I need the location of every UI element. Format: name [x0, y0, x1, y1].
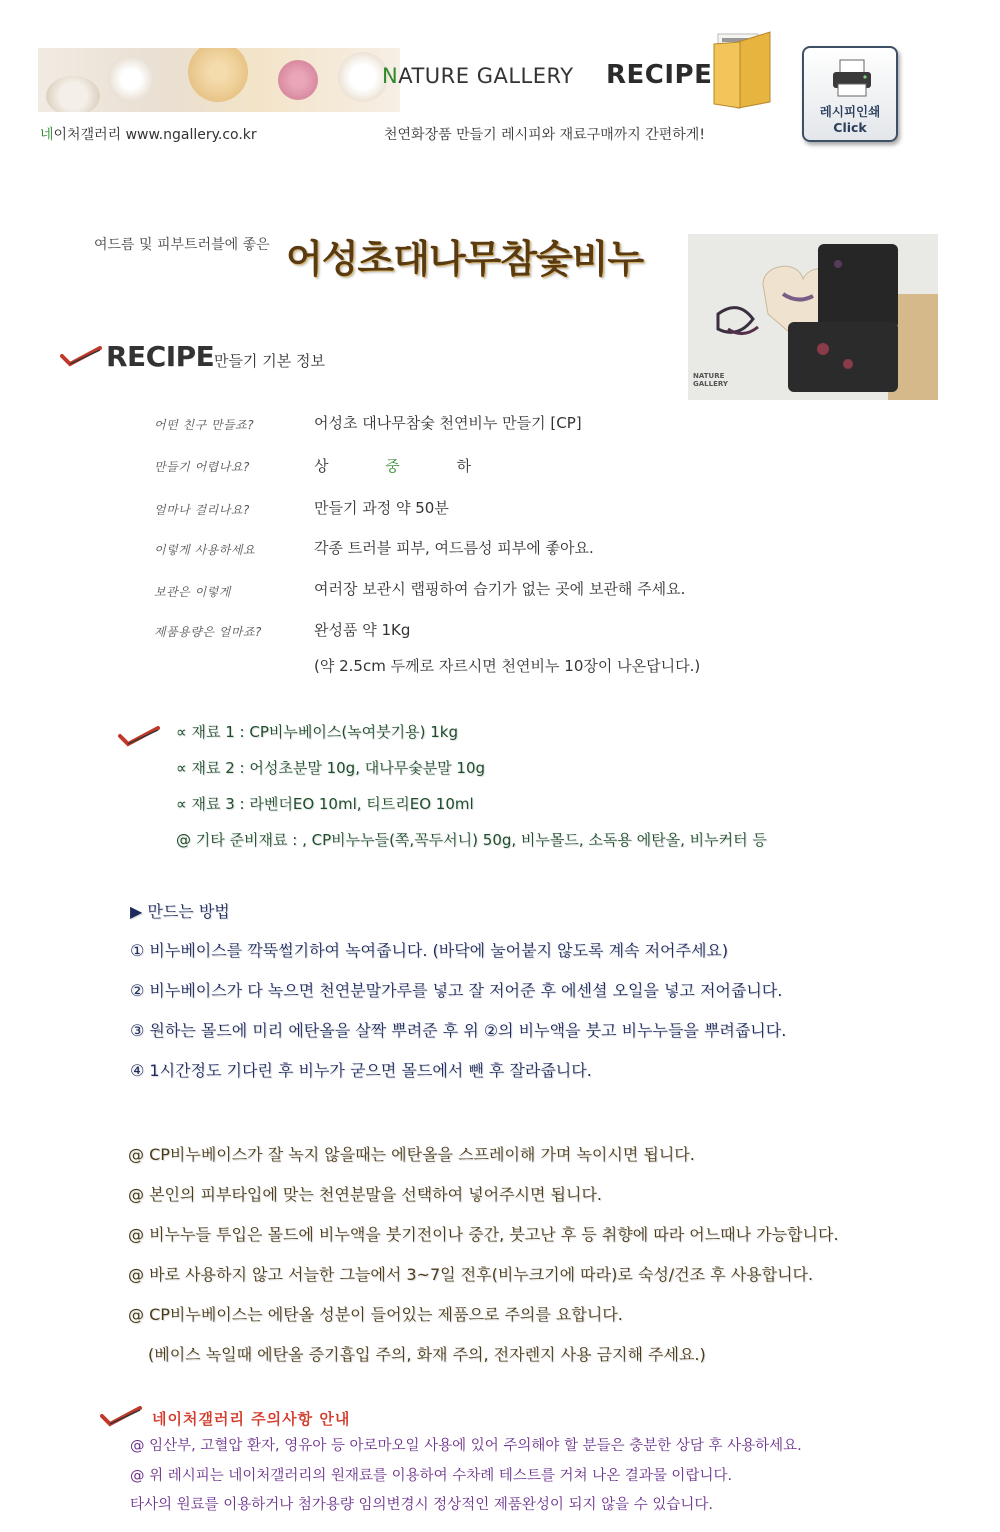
answer-storage: 여러장 보관시 랩핑하여 습기가 없는 곳에 보관해 주세요.	[314, 580, 686, 598]
material-other: @ 기타 준비재료 : , CP비누누들(쪽,꼭두서니) 50g, 비누몰드, 소독용 에탄올, 비누커터 등	[176, 831, 767, 849]
method-heading: ▶ 만드는 방법	[130, 902, 230, 921]
method-step-3: ③ 원하는 몰드에 미리 에탄올을 살짝 뿌려준 후 위 ②의 비누액을 붓고 비누누들을 뿌려줍니다.	[130, 1021, 787, 1040]
brand-rest: ATURE GALLERY	[398, 64, 574, 88]
print-button-label	[804, 104, 896, 136]
notice-heading: 네이처갤러리 주의사항 안내	[152, 1410, 351, 1428]
recipe-subtitle: 여드름 및 피부트러블에 좋은	[94, 237, 270, 253]
notice-line-1: @ 임산부, 고혈압 환자, 영유아 등 아로마오일 사용에 있어 주의해야 할 분들은 충분한 상담 후 사용하세요.	[130, 1438, 802, 1454]
tip-5-note: (베이스 녹일때 에탄올 증기흡입 주의, 화재 주의, 전자렌지 사용 금지해 주세요.)	[148, 1345, 706, 1364]
method-step-4: ④ 1시간정도 기다린 후 비누가 굳으면 몰드에서 뺀 후 잘라줍니다.	[130, 1061, 592, 1080]
tip-4: @ 바로 사용하지 않고 서늘한 그늘에서 3~7일 전후(비누크기에 따라)로 숙성/건조 후 사용합니다.	[128, 1265, 814, 1284]
brand-initial: N	[382, 64, 399, 88]
material-3: ∝ 재료 3 : 라벤더EO 10ml, 티트리EO 10ml	[176, 795, 474, 813]
recipe-title: 어성초대나무참숯비누	[286, 237, 644, 281]
product-photo	[688, 234, 938, 400]
checkmark-icon	[118, 726, 160, 748]
tip-3: @ 비누누들 투입은 몰드에 비누액을 붓기전이나 중간, 붓고난 후 등 취향에 따라 어느때나 가능합니다.	[128, 1225, 839, 1244]
brand-name	[382, 64, 574, 88]
method-step-2: ② 비누베이스가 다 녹으면 천연분말가루를 넣고 잘 저어준 후 에센셜 오일을 넣고 저어줍니다.	[130, 981, 783, 1000]
question-time: 얼마나 걸리나요?	[154, 503, 250, 517]
site-address	[40, 124, 257, 144]
notice-line-3: 타사의 원료를 이용하거나 첨가용량 임의변경시 정상적인 제품완성이 되지 않을 수 있습니다.	[130, 1497, 713, 1513]
print-button-line2: Click	[833, 120, 867, 135]
answer-what: 어성초 대나무참숯 천연비누 만들기 [CP]	[314, 414, 582, 432]
tip-2: @ 본인의 피부타입에 맞는 천연분말을 선택하여 넣어주시면 됩니다.	[128, 1185, 603, 1204]
material-2: ∝ 재료 2 : 어성초분말 10g, 대나무숯분말 10g	[176, 759, 486, 777]
difficulty-levels	[314, 455, 471, 476]
question-what: 어떤 친구 만들죠?	[154, 418, 255, 432]
question-yield: 제품용량은 얼마죠?	[154, 625, 262, 639]
notice-line-2: @ 위 레시피는 네이처갤러리의 원재료를 이용하여 수차례 테스트를 거쳐 나온 결과물 이랍니다.	[130, 1468, 733, 1484]
print-recipe-button[interactable]	[802, 46, 898, 142]
tagline: 천연화장품 만들기 레시피와 재료구매까지 간편하게!	[384, 127, 705, 143]
header-banner-image	[38, 48, 400, 112]
checkmark-icon	[100, 1406, 142, 1428]
brand-recipe-label: RECIPE	[606, 60, 713, 90]
tip-1: @ CP비누베이스가 잘 녹지 않을때는 에탄올을 스프레이해 가며 녹이시면 됩니다.	[128, 1145, 695, 1164]
answer-yield: 완성품 약 1Kg	[314, 621, 411, 639]
photo-watermark-line2: GALLERY	[693, 380, 728, 388]
method-step-1: ① 비누베이스를 깍뚝썰기하여 녹여줍니다. (바닥에 눌어붙지 않도록 계속 저어주세요)	[130, 941, 729, 960]
answer-yield-note: (약 2.5cm 두께로 자르시면 천연비누 10장이 나온답니다.)	[314, 657, 701, 675]
photo-watermark-line1: NATURE	[693, 372, 725, 380]
question-storage: 보관은 이렇게	[154, 585, 231, 599]
material-1: ∝ 재료 1 : CP비누베이스(녹여붓기용) 1kg	[176, 723, 459, 741]
checkmark-icon	[60, 346, 102, 368]
difficulty-medium: 중	[385, 457, 400, 475]
question-usage: 이렇게 사용하세요	[154, 543, 256, 557]
recipe-subheading: 만들기 기본 정보	[214, 352, 325, 370]
recipe-heading: RECIPE	[106, 340, 215, 373]
answer-time: 만들기 과정 약 50분	[314, 499, 449, 517]
folder-icon	[712, 28, 772, 110]
site-initial: 네	[40, 127, 54, 143]
tip-5: @ CP비누베이스는 에탄올 성분이 들어있는 제품으로 주의를 요합니다.	[128, 1305, 623, 1324]
site-rest: 이처갤러리 www.ngallery.co.kr	[53, 127, 257, 143]
answer-usage: 각종 트러블 피부, 여드름성 피부에 좋아요.	[314, 539, 594, 557]
printer-icon	[830, 56, 874, 100]
print-button-line1: 레시피인쇄	[819, 104, 881, 119]
difficulty-low: 하	[456, 457, 472, 475]
question-difficulty: 만들기 어렵나요?	[154, 460, 250, 474]
difficulty-high: 상	[314, 457, 329, 475]
